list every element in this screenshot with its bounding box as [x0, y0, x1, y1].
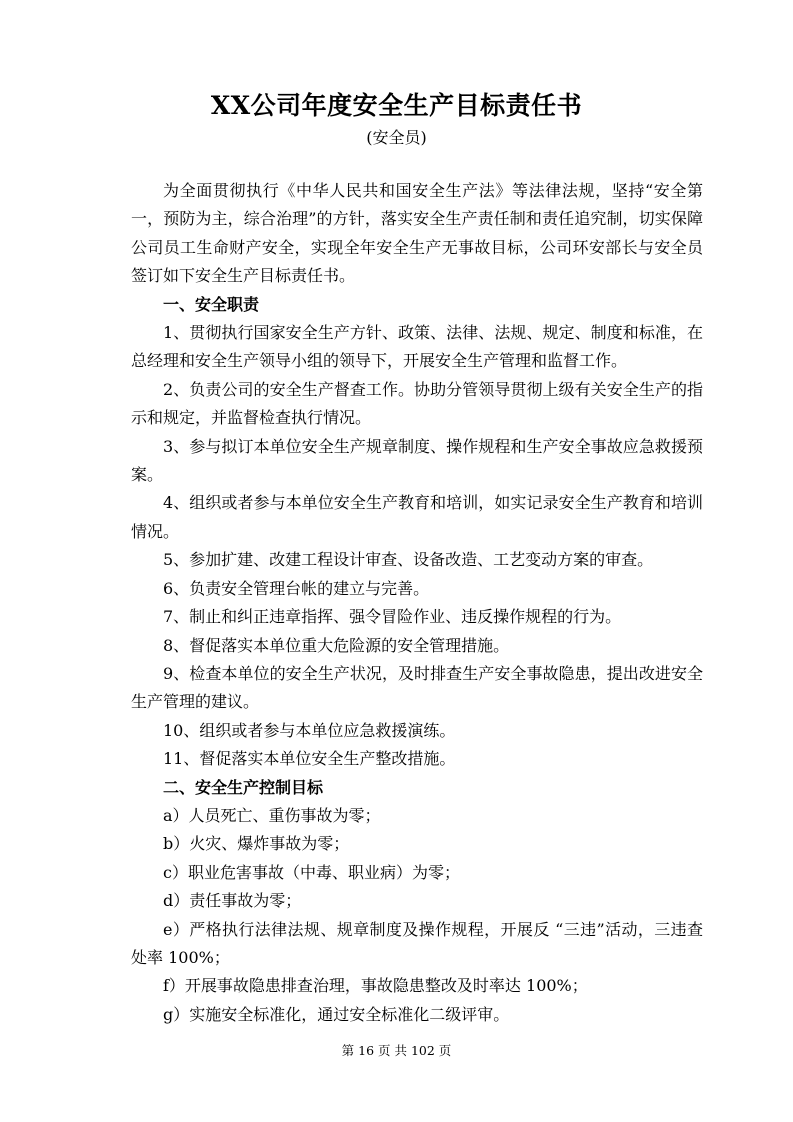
document-body — [131, 177, 703, 1029]
duty-item-11: 11、督促落实本单位安全生产整改措施。 — [163, 749, 456, 769]
section-heading-targets: 二、安全生产控制目标 — [163, 777, 324, 797]
duty-item-10: 10、组织或者参与本单位应急救援演练。 — [163, 720, 456, 740]
target-item-b: b）火灾、爆炸事故为零； — [163, 834, 350, 854]
document-subtitle: (安全员) — [366, 128, 427, 147]
duty-item-8: 8、督促落实本单位重大危险源的安全管理措施。 — [163, 635, 510, 655]
target-item-d: d）责任事故为零； — [163, 891, 302, 911]
duty-item-3: 3、参与拟订本单位安全生产规章制度、操作规程和生产安全事故应急救援预案。 — [131, 436, 703, 485]
section-heading-duties: 一、安全职责 — [163, 294, 260, 314]
duty-item-6: 6、负责安全管理台帐的建立与完善。 — [163, 578, 430, 598]
duty-item-5: 5、参加扩建、改建工程设计审查、设备改造、工艺变动方案的审查。 — [163, 550, 654, 570]
document-title: XX公司年度安全生产目标责任书 — [210, 91, 583, 120]
duty-item-9: 9、检查本单位的安全生产状况，及时排查生产安全事故隐患，提出改进安全生产管理的建议。 — [131, 663, 703, 712]
target-item-f: f）开展事故隐患排查治理，事故隐患整改及时率达 100%； — [163, 976, 588, 996]
page-number-footer: 第 16 页 共 102 页 — [341, 1043, 452, 1058]
target-item-a: a）人员死亡、重伤事故为零； — [163, 805, 381, 825]
intro-paragraph: 为全面贯彻执行《中华人民共和国安全生产法》等法律法规，坚持“安全第一，预防为主，综合治理”的方针，落实安全生产责任制和责任追究制，切实保障公司员工生命财产安全，实现全年安全生产无事故目标，公司环安部长与安全员签订如下安全生产目标责任书。 — [131, 181, 703, 286]
duty-item-1: 1、贯彻执行国家安全生产方针、政策、法律、法规、规定、制度和标准，在总经理和安全生产领导小组的领导下，开展安全生产管理和监督工作。 — [131, 323, 703, 371]
duty-item-4: 4、组织或者参与本单位安全生产教育和培训，如实记录安全生产教育和培训情况。 — [131, 493, 703, 541]
target-item-e: e）严格执行法律法规、规章制度及操作规程，开展反 “三违”活动，三违查处率 100%； — [131, 919, 703, 967]
target-item-g: g）实施安全标准化，通过安全标准化二级评审。 — [163, 1004, 510, 1024]
duty-item-2: 2、负责公司的安全生产督查工作。协助分管领导贯彻上级有关安全生产的指示和规定，并监督检查执行情况。 — [131, 379, 703, 428]
duty-item-7: 7、制止和纠正违章指挥、强令冒险作业、违反操作规程的行为。 — [163, 607, 622, 627]
target-item-c: c）职业危害事故（中毒、职业病）为零； — [163, 862, 460, 882]
